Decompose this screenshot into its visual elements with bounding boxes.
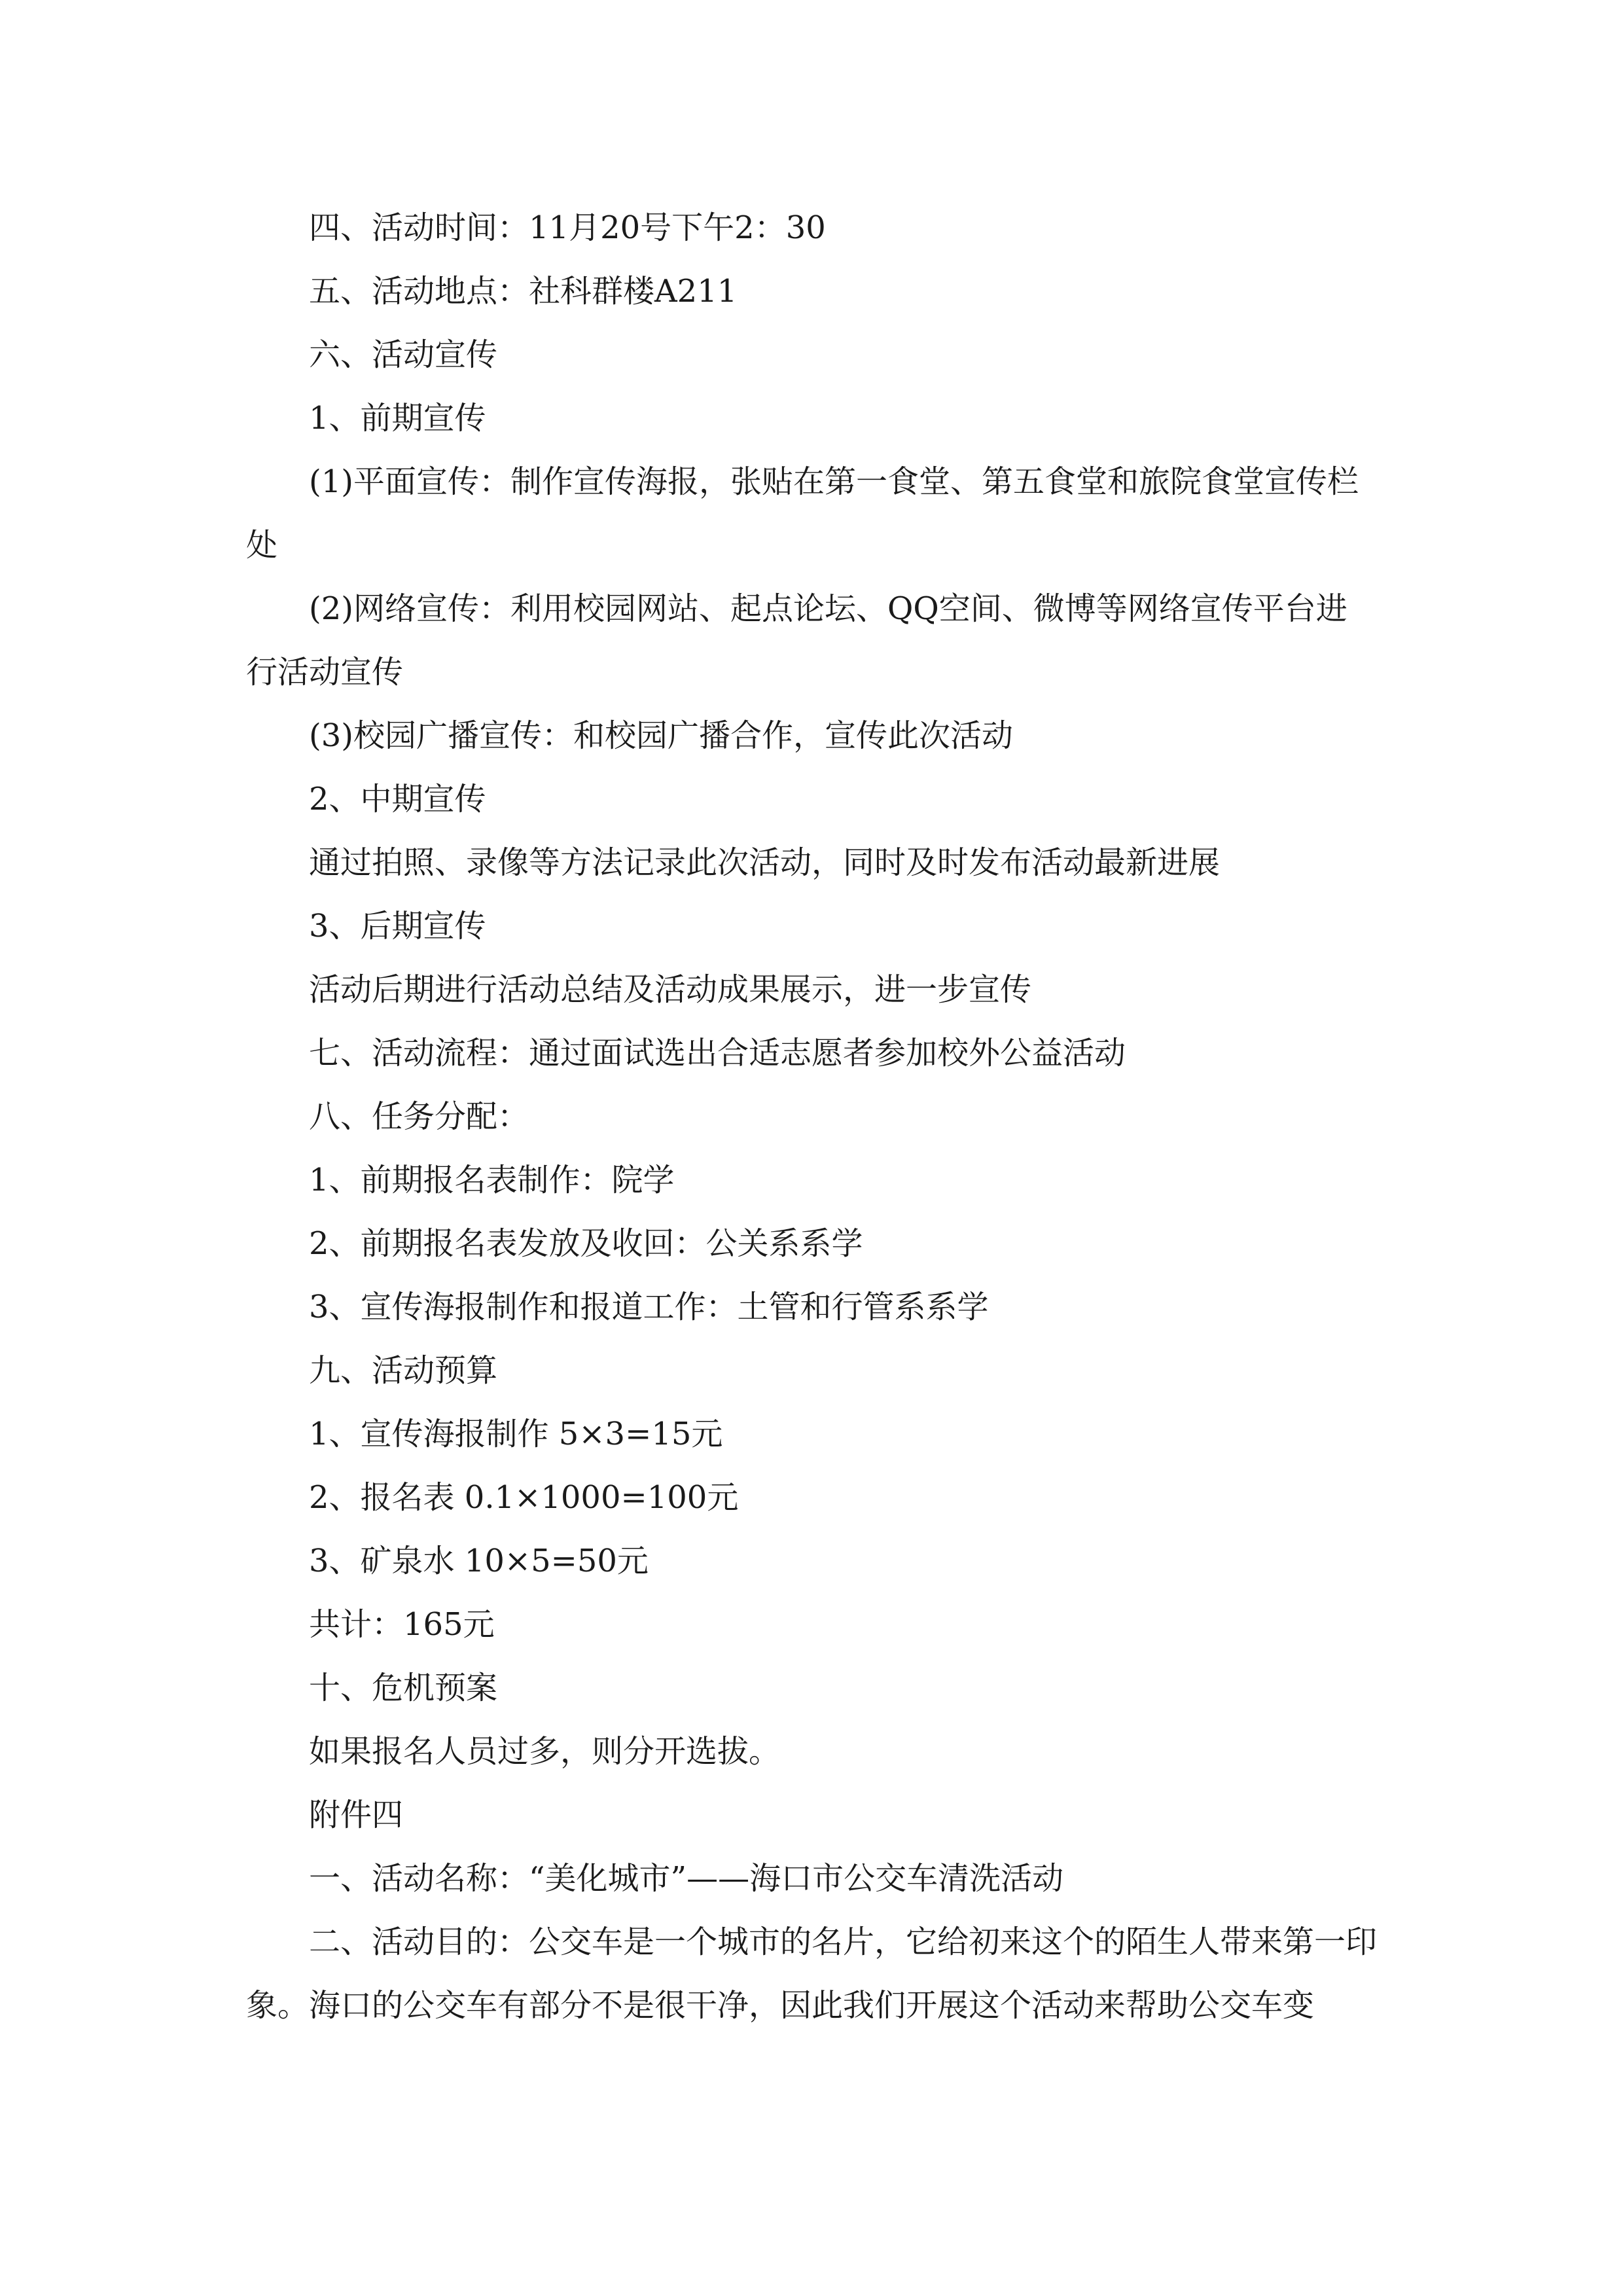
section-budget: 九、活动预算 bbox=[309, 1352, 498, 1389]
budget-item-2: 2、报名表 0.1×1000=100元 bbox=[309, 1479, 739, 1516]
budget-total: 共计：165元 bbox=[309, 1606, 495, 1643]
early-publicity-heading: 1、前期宣传 bbox=[309, 400, 486, 437]
budget-item-3: 3、矿泉水 10×5=50元 bbox=[309, 1543, 649, 1579]
task-item-2: 2、前期报名表发放及收回：公关系系学 bbox=[309, 1225, 863, 1262]
radio-publicity-paragraph: (3)校园广播宣传：和校园广播合作，宣传此次活动 bbox=[309, 717, 1013, 754]
budget-item-1: 1、宣传海报制作 5×3=15元 bbox=[309, 1416, 723, 1452]
mid-publicity-text: 通过拍照、录像等方法记录此次活动，同时及时发布活动最新进展 bbox=[309, 844, 1221, 881]
task-item-3: 3、宣传海报制作和报道工作：土管和行管系系学 bbox=[309, 1289, 989, 1325]
section-contingency: 十、危机预案 bbox=[309, 1670, 498, 1706]
section-activity-process: 七、活动流程：通过面试选出合适志愿者参加校外公益活动 bbox=[309, 1035, 1126, 1071]
document-body bbox=[246, 196, 1378, 2037]
online-publicity-paragraph: (2)网络宣传：利用校园网站、起点论坛、QQ空间、微博等网络宣传平台进行活动宣传 bbox=[246, 590, 1347, 691]
appendix-heading: 附件四 bbox=[309, 1797, 404, 1833]
activity-name: 一、活动名称：“美化城市”——海口市公交车清洗活动 bbox=[309, 1860, 1064, 1897]
late-publicity-heading: 3、后期宣传 bbox=[309, 908, 486, 944]
task-item-1: 1、前期报名表制作：院学 bbox=[309, 1162, 675, 1198]
section-publicity-heading: 六、活动宣传 bbox=[309, 336, 498, 373]
late-publicity-text: 活动后期进行活动总结及活动成果展示，进一步宣传 bbox=[309, 971, 1032, 1008]
section-activity-location: 五、活动地点：社科群楼A211 bbox=[309, 273, 738, 310]
contingency-text: 如果报名人员过多，则分开选拔。 bbox=[309, 1733, 781, 1770]
print-publicity-paragraph: (1)平面宣传：制作宣传海报，张贴在第一食堂、第五食堂和旅院食堂宣传栏处 bbox=[246, 463, 1359, 564]
activity-purpose: 二、活动目的：公交车是一个城市的名片，它给初来这个的陌生人带来第一印象。海口的公交车有部分不是很干净，因此我们开展这个活动来帮助公交车变 bbox=[246, 1924, 1378, 2024]
mid-publicity-heading: 2、中期宣传 bbox=[309, 781, 486, 817]
section-task-assignment: 八、任务分配： bbox=[309, 1098, 529, 1135]
section-activity-time: 四、活动时间：11月20号下午2：30 bbox=[309, 209, 826, 246]
